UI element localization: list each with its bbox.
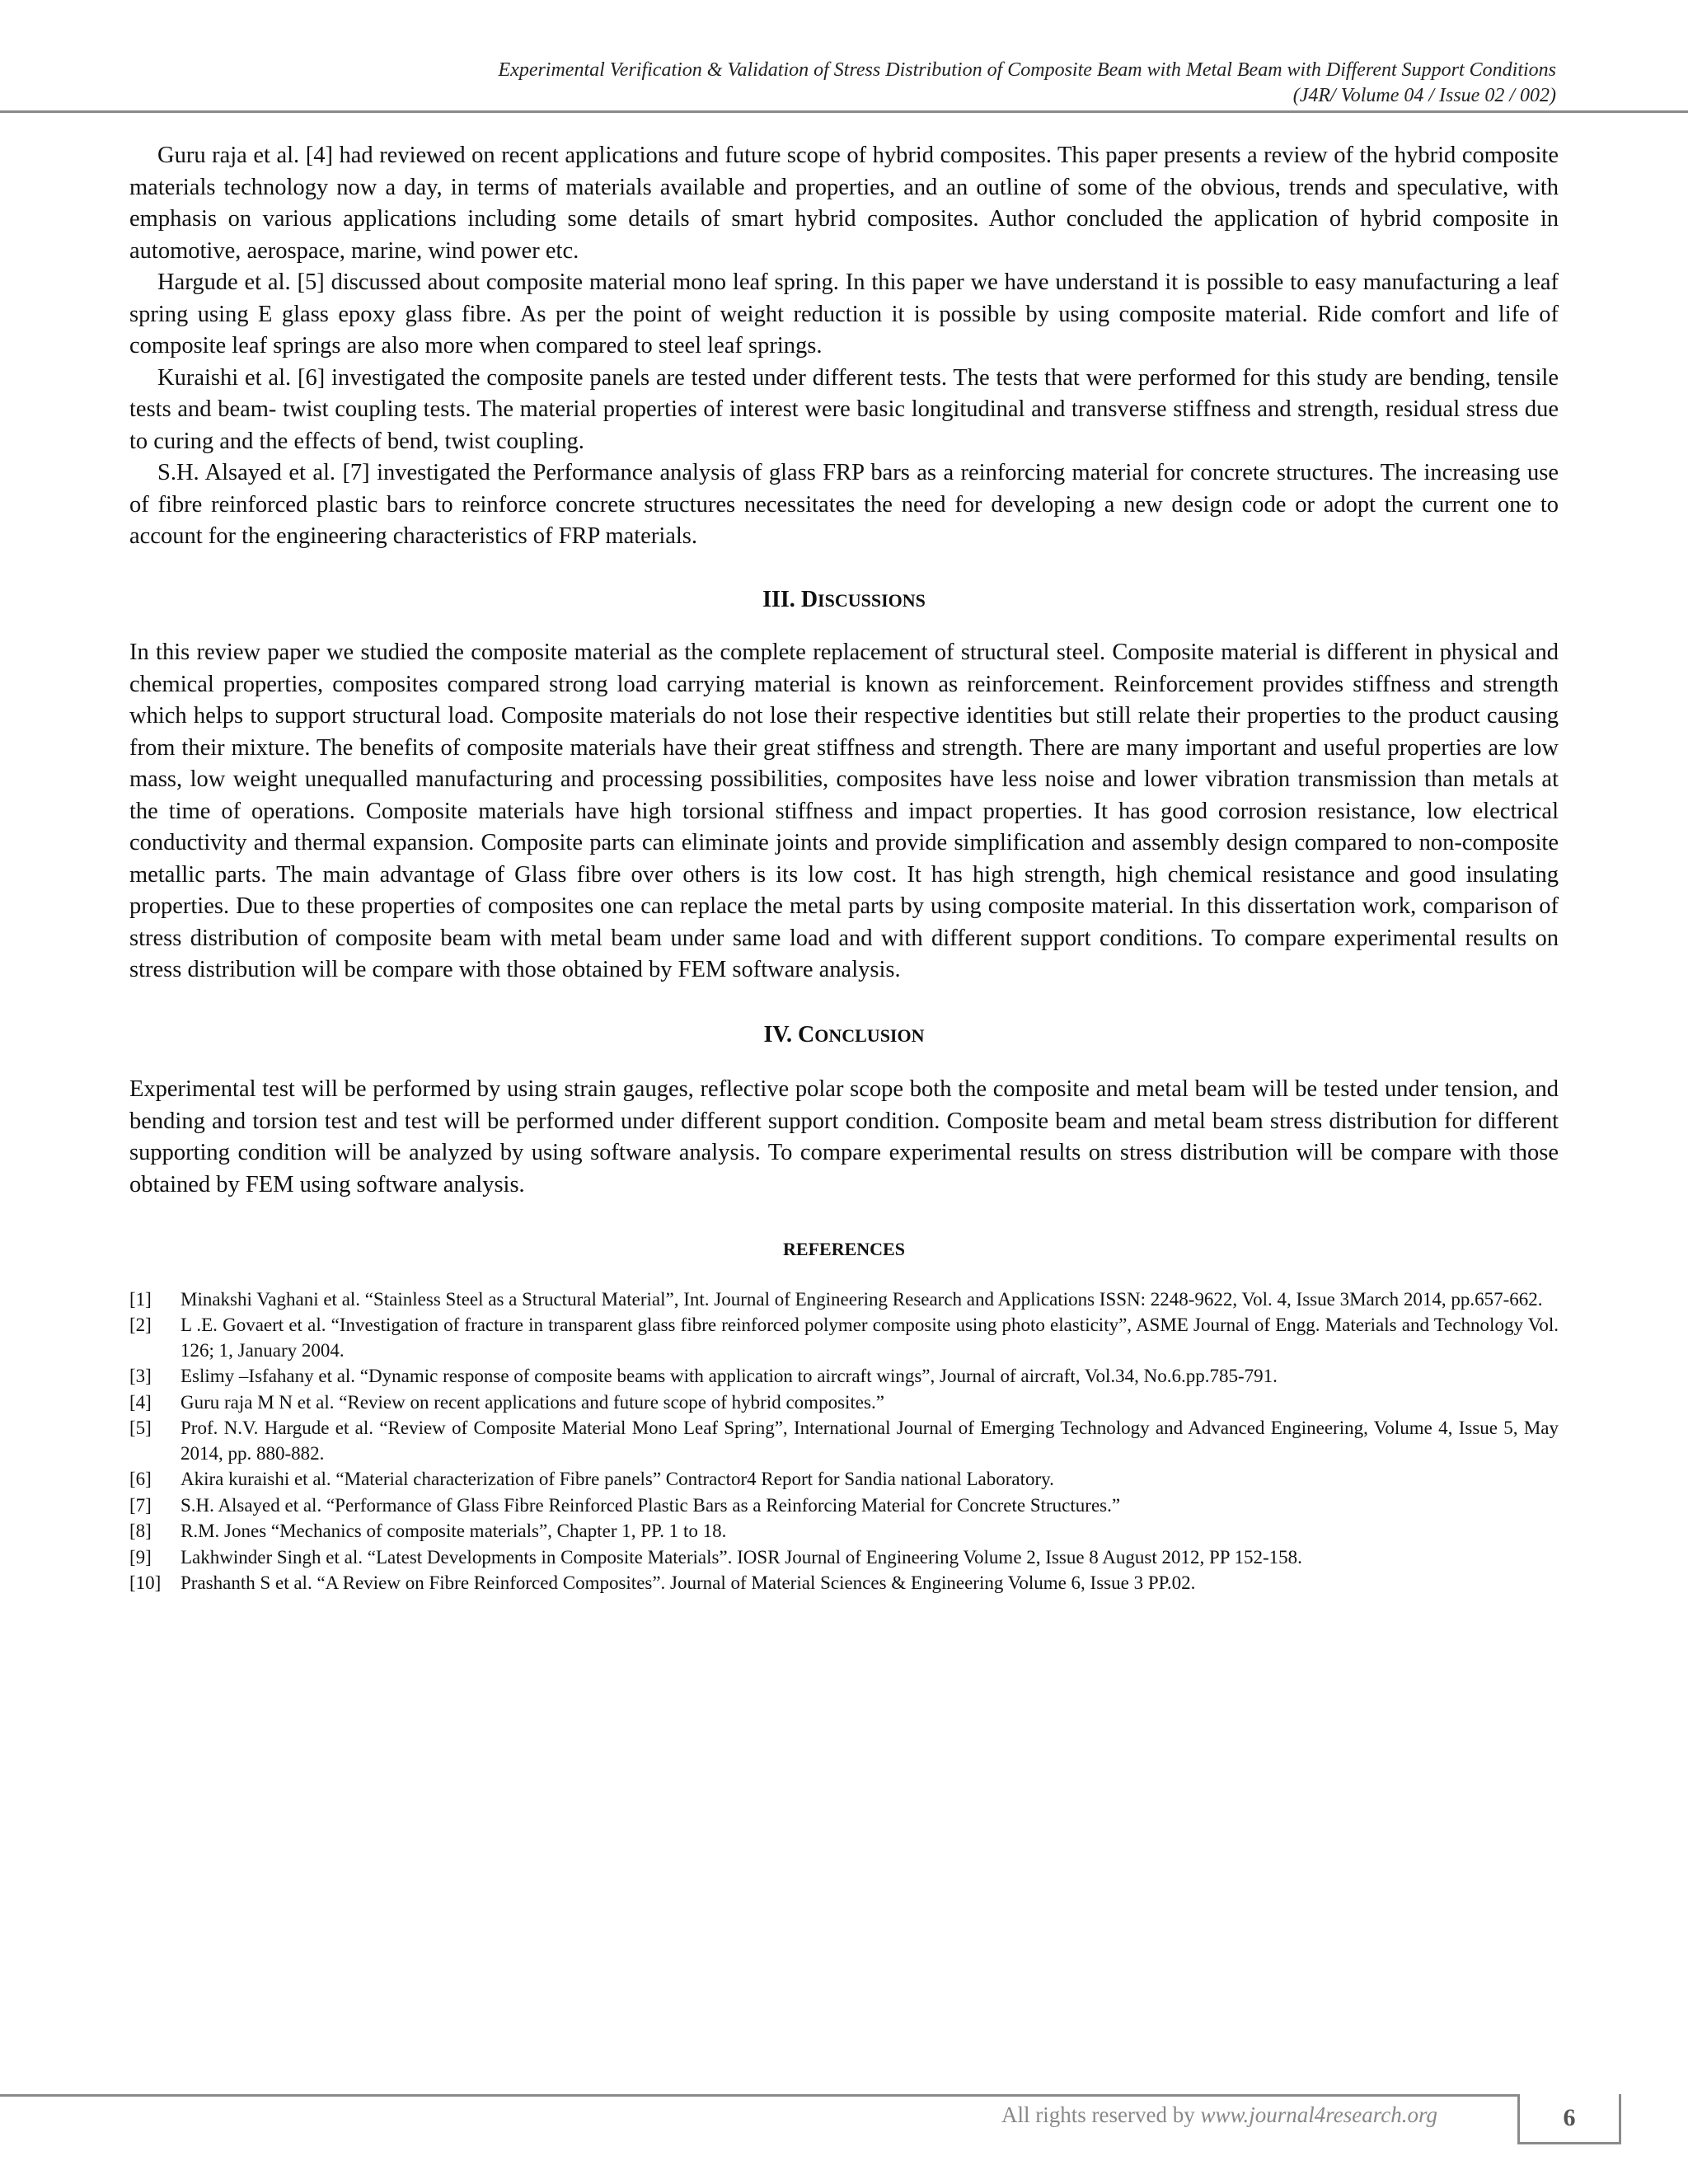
reference-text: Prashanth S et al. “A Review on Fibre Reinforced Composites”. Journal of Material Sciences & Engineering Volume 6, Issue 3 PP.02. — [181, 1572, 1196, 1593]
paragraph-alsayed: S.H. Alsayed et al. [7] investigated the Performance analysis of glass FRP bars as a reinforcing material for concrete structures. The increasing use of fibre reinforced plastic bars to reinforce concrete structures necessitates the need for developing a new design code or adopt the current one to account for the engineering characteristics of FRP materials. — [129, 460, 1559, 549]
reference-number: [3] — [129, 1366, 152, 1386]
reference-number: [2] — [129, 1315, 152, 1335]
reference-number: [5] — [129, 1418, 152, 1438]
section-number: III. — [762, 586, 795, 612]
section-number: IV. — [763, 1021, 793, 1047]
section-title-rest: ONCLUSION — [814, 1024, 925, 1046]
reference-text: Prof. N.V. Hargude et al. “Review of Composite Material Mono Leaf Spring”, International Journal of Emerging Technology and Advanced Engineering, Volume 4, Issue 5, May 2014, pp. 880-882. — [181, 1418, 1559, 1464]
reference-number: [7] — [129, 1494, 152, 1516]
references-heading: REFERENCES — [783, 1239, 905, 1259]
reference-item — [129, 1545, 1559, 1571]
reference-text: Eslimy –Isfahany et al. “Dynamic response of composite beams with application to aircraft wings”, Journal of aircraft, Vol.34, No.6.pp.785-791. — [181, 1366, 1278, 1386]
reference-item — [129, 1467, 1559, 1493]
reference-number: [6] — [129, 1469, 152, 1489]
footer-rule-connector — [1475, 2094, 1517, 2097]
footer-rule — [0, 2094, 1475, 2097]
reference-item — [129, 1493, 1559, 1519]
paragraph-conclusion: Experimental test will be performed by using strain gauges, reflective polar scope both the composite and metal beam will be tested under tension, and bending and torsion test and test will be performed under different support condition. Composite beam and metal beam stress distribution for different supporting condition will be analyzed by using software analysis. To compare experimental results on stress distribution will be compare with those obtained by FEM using software analysis. — [129, 1076, 1559, 1197]
reference-item — [129, 1313, 1559, 1363]
section-heading-discussions — [129, 584, 1559, 617]
reference-text: Lakhwinder Singh et al. “Latest Developments in Composite Materials”. IOSR Journal of Engineering Volume 2, Issue 8 August 2012, PP 152-158. — [181, 1546, 1302, 1568]
reference-list — [129, 1287, 1559, 1596]
header-issue: (J4R/ Volume 04 / Issue 02 / 002) — [1292, 85, 1556, 106]
reference-number: [4] — [129, 1391, 152, 1413]
reference-item — [129, 1390, 1559, 1416]
reference-text: Minakshi Vaghani et al. “Stainless Steel as a Structural Material”, Int. Journal of Engineering Research and Applications ISSN: 2248-9622, Vol. 4, Issue 3March 2014, pp.657-662. — [181, 1288, 1543, 1310]
paragraph-hargude: Hargude et al. [5] discussed about composite material mono leaf spring. In this paper we have understand it is possible to easy manufacturing a leaf spring using E glass epoxy glass fibre. As per the point of weight reduction it is possible by using composite material. Ride comfort and life of composite leaf springs are also more when compared to steel leaf springs. — [129, 269, 1559, 359]
page-number: 6 — [1517, 2094, 1621, 2144]
reference-item — [129, 1364, 1559, 1390]
footer-site-link[interactable]: www.journal4research.org — [1200, 2102, 1437, 2127]
reference-number: [8] — [129, 1521, 152, 1541]
reference-number: [10] — [129, 1572, 162, 1593]
reference-number: [1] — [129, 1288, 152, 1310]
reference-text: R.M. Jones “Mechanics of composite materials”, Chapter 1, PP. 1 to 18. — [181, 1521, 727, 1541]
footer-rights-text: All rights reserved by — [1001, 2102, 1201, 2127]
section-title-initial: C — [798, 1021, 815, 1047]
paragraph-discussions: In this review paper we studied the composite material as the complete replacement of structural steel. Composite material is different in physical and chemical properties, composites compared strong load carrying material is known as reinforcement. Reinforcement provides stiffness and strength which helps to support structural load. Composite materials do not lose their respective identities but still relate their properties to the product causing from their mixture. The benefits of composite materials have their great stiffness and strength. There are many important and useful properties are low mass, low weight unequalled manufacturing and processing possibilities, composites have less noise and lower vibration transmission than metals at the time of operations. Composite materials have high torsional stiffness and impact properties. It has good corrosion resistance, low electrical conductivity and thermal expansion. Composite parts can eliminate joints and provide simplification and assembly design compared to non-composite metallic parts. The main advantage of Glass fibre over others is its low cost. It has high strength, high chemical resistance and good insulating properties. Due to these properties of composites one can replace the metal parts by using composite material. In this dissertation work, comparison of stress distribution of composite beam with metal beam under same load and with different support conditions. To compare experimental results on stress distribution will be compare with those obtained by FEM software analysis. — [129, 640, 1559, 982]
reference-item — [129, 1416, 1559, 1466]
reference-item — [129, 1571, 1559, 1596]
reference-number: [9] — [129, 1546, 152, 1568]
reference-item — [129, 1287, 1559, 1313]
header-rule — [0, 110, 1688, 113]
paragraph-kuraishi: Kuraishi et al. [6] investigated the composite panels are tested under different tests. The tests that were performed for this study are bending, tensile tests and beam- twist coupling tests. The material properties of interest were basic longitudinal and transverse stiffness and strength, residual stress due to curing and the effects of bend, twist coupling. — [129, 364, 1559, 454]
running-header — [124, 58, 1556, 109]
section-heading-conclusion — [129, 1019, 1559, 1052]
header-title: Experimental Verification & Validation of Stress Distribution of Composite Beam with Metal Beam with Different Support Conditions — [498, 59, 1556, 81]
footer-rights — [824, 2102, 1437, 2128]
reference-text: Akira kuraishi et al. “Material characterization of Fibre panels” Contractor4 Report for Sandia national Laboratory. — [181, 1469, 1054, 1489]
section-title-initial: D — [800, 586, 818, 612]
reference-text: Guru raja M N et al. “Review on recent applications and future scope of hybrid composites.” — [181, 1391, 884, 1413]
page-body — [129, 140, 1559, 1597]
reference-item — [129, 1519, 1559, 1544]
section-title-rest: ISCUSSIONS — [818, 589, 926, 611]
reference-text: L .E. Govaert et al. “Investigation of fracture in transparent glass fibre reinforced polymer composite using photo elasticity”, ASME Journal of Engg. Materials and Technology Vol. 126; 1, January 2004. — [181, 1315, 1559, 1361]
reference-text: S.H. Alsayed et al. “Performance of Glass Fibre Reinforced Plastic Bars as a Reinforcing Material for Concrete Structures.” — [181, 1494, 1121, 1516]
paragraph-guru-raja: Guru raja et al. [4] had reviewed on recent applications and future scope of hybrid composites. This paper presents a review of the hybrid composite materials technology now a day, in terms of materials available and properties, and an outline of some of the obvious, trends and speculative, with emphasis on various applications including some details of smart hybrid composites. Author concluded the application of hybrid composite in automotive, aerospace, marine, wind power etc. — [129, 143, 1559, 264]
